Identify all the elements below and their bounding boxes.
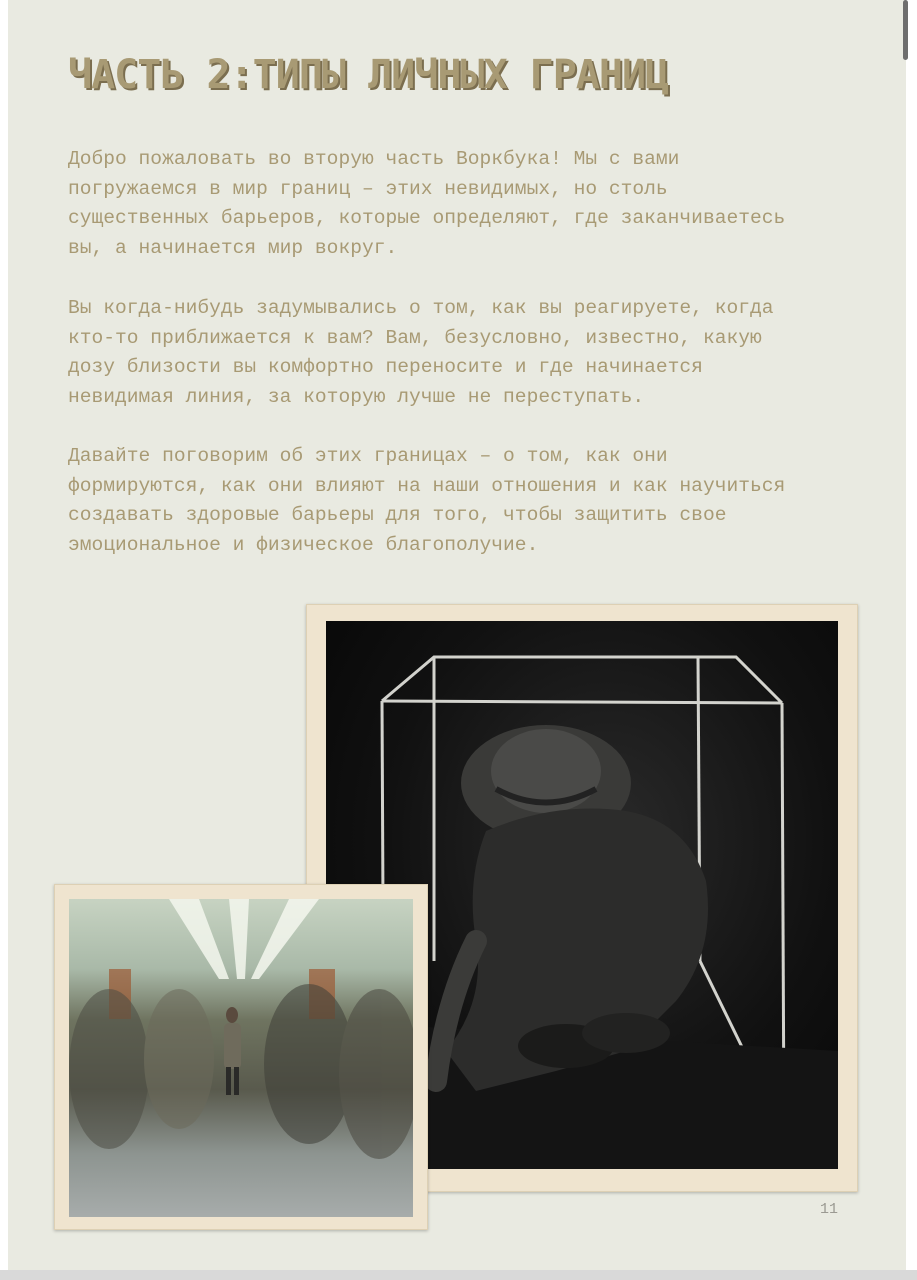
woman-in-crowd-photo	[69, 899, 413, 1217]
intro-paragraph-1: Добро пожаловать во вторую часть Воркбука! Мы с вами погружаемся в мир границ – этих невидимых, но столь существенных барьеров, которые определяют, где заканчиваетесь вы, а начинается мир вокруг.	[68, 148, 786, 260]
bottom-edge	[0, 1270, 917, 1280]
photo-frame-small	[54, 884, 428, 1230]
document-page	[8, 0, 906, 1270]
intro-paragraph-2: Вы когда-нибудь задумывались о том, как вы реагируете, когда кто-то приближается к вам? Вам, безусловно, известно, какую дозу близости вы комфортно переносите и где начинается невидимая линия, за которую лучше не переступать.	[68, 297, 774, 409]
scrollbar-thumb[interactable]	[903, 0, 908, 60]
page-title: ЧАСТЬ 2:ТИПЫ ЛИЧНЫХ ГРАНИЦ	[68, 52, 669, 98]
intro-paragraph-3: Давайте поговорим об этих границах – о том, как они формируются, как они влияют на наши отношения и как научиться создавать здоровые барьеры для того, чтобы защитить свое эмоциональное и физическое благополучие.	[68, 445, 786, 557]
page-number: 11	[820, 1201, 839, 1218]
